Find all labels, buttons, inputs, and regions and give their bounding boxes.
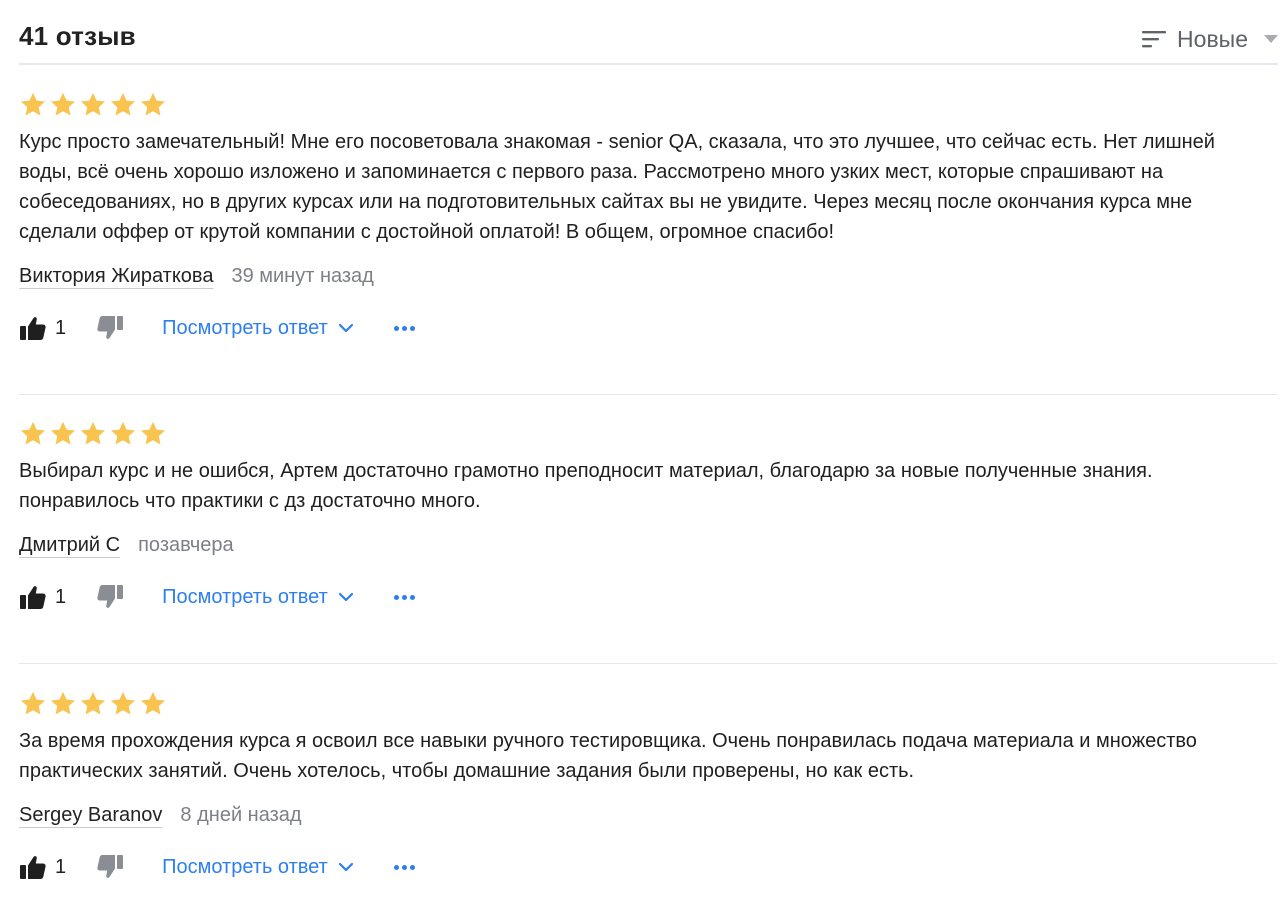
star-icon bbox=[49, 690, 77, 718]
like-count: 1 bbox=[55, 316, 67, 339]
view-reply-button[interactable] bbox=[162, 856, 354, 879]
author-name-link[interactable]: Sergey Baranov bbox=[19, 804, 163, 826]
more-dots-icon bbox=[402, 326, 407, 331]
chevron-down-icon bbox=[338, 592, 354, 602]
star-icon bbox=[19, 91, 47, 119]
more-dots-icon bbox=[410, 326, 415, 331]
sort-label: Новые bbox=[1177, 25, 1248, 52]
star-icon bbox=[139, 91, 167, 119]
more-dots-icon bbox=[394, 865, 399, 870]
more-dots-icon bbox=[402, 865, 407, 870]
star-icon bbox=[79, 420, 107, 448]
chevron-down-icon bbox=[338, 323, 354, 333]
star-icon bbox=[49, 420, 77, 448]
chevron-down-icon bbox=[338, 862, 354, 872]
more-dots-icon bbox=[402, 595, 407, 600]
star-rating bbox=[19, 690, 167, 718]
reviews-header bbox=[19, 18, 1278, 65]
star-rating bbox=[19, 91, 167, 119]
more-dots-icon bbox=[410, 865, 415, 870]
dislike-button[interactable] bbox=[96, 314, 124, 342]
review-time: 8 дней назад bbox=[180, 804, 302, 826]
view-reply-button[interactable] bbox=[162, 586, 354, 609]
review-time: 39 минут назад bbox=[231, 265, 374, 287]
review-item bbox=[19, 690, 1277, 890]
like-button[interactable] bbox=[19, 314, 66, 342]
thumbs-up-icon bbox=[19, 583, 47, 611]
star-icon bbox=[109, 420, 137, 448]
more-options-button[interactable] bbox=[394, 318, 415, 338]
view-reply-label: Посмотреть ответ bbox=[162, 855, 328, 878]
review-meta bbox=[19, 265, 374, 288]
view-reply-label: Посмотреть ответ bbox=[162, 316, 328, 339]
star-icon bbox=[49, 91, 77, 119]
review-item bbox=[19, 420, 1277, 620]
star-icon bbox=[109, 690, 137, 718]
star-icon bbox=[79, 91, 107, 119]
review-text: Выбирал курс и не ошибся, Артем достаточно грамотно преподносит материал, благодарю за новые полученные знания. понравилось что практики с дз достаточно много. bbox=[19, 460, 1159, 512]
review-meta bbox=[19, 534, 234, 557]
thumbs-down-icon bbox=[96, 314, 124, 342]
author-name-link[interactable]: Дмитрий С bbox=[19, 534, 121, 556]
sort-dropdown[interactable] bbox=[1141, 22, 1278, 56]
star-icon bbox=[139, 420, 167, 448]
view-reply-label: Посмотреть ответ bbox=[162, 585, 328, 608]
review-text: За время прохождения курса я освоил все навыки ручного тестировщика. Очень понравилась подача материала и множество практических занятий. Очень хотелось, чтобы домашние задания были проверены, но как есть. bbox=[19, 730, 1203, 782]
like-count: 1 bbox=[55, 855, 67, 878]
more-options-button[interactable] bbox=[394, 587, 415, 607]
like-button[interactable] bbox=[19, 853, 66, 881]
review-divider bbox=[19, 394, 1277, 395]
thumbs-down-icon bbox=[96, 583, 124, 611]
more-dots-icon bbox=[394, 595, 399, 600]
like-count: 1 bbox=[55, 585, 67, 608]
star-icon bbox=[139, 690, 167, 718]
star-icon bbox=[19, 420, 47, 448]
review-item bbox=[19, 91, 1277, 351]
review-time: позавчера bbox=[138, 534, 234, 556]
caret-down-icon bbox=[1264, 35, 1278, 43]
review-actions bbox=[19, 312, 415, 344]
more-options-button[interactable] bbox=[394, 857, 415, 877]
reviews-count-title: 41 отзыв bbox=[19, 21, 136, 51]
dislike-button[interactable] bbox=[96, 583, 124, 611]
review-actions bbox=[19, 581, 415, 613]
review-divider bbox=[19, 663, 1277, 664]
thumbs-up-icon bbox=[19, 853, 47, 881]
star-rating bbox=[19, 420, 167, 448]
like-button[interactable] bbox=[19, 583, 66, 611]
review-actions bbox=[19, 851, 415, 883]
star-icon bbox=[79, 690, 107, 718]
star-icon bbox=[19, 690, 47, 718]
view-reply-button[interactable] bbox=[162, 317, 354, 340]
more-dots-icon bbox=[410, 595, 415, 600]
thumbs-up-icon bbox=[19, 314, 47, 342]
sort-lines-icon bbox=[1141, 29, 1167, 49]
review-text: Курс просто замечательный! Мне его посоветовала знакомая - senior QA, сказала, что это лучшее, что сейчас есть. Нет лишней воды, всё очень хорошо изложено и запоминается с первого раза. Рассмотрено много узких мест, которые спрашивают на собеседованиях, но в других курсах или на подготовительных сайтах вы не увидите. Через месяц после окончания курса мне сделали оффер от крутой компании с достойной оплатой! В общем, огромное спасибо! bbox=[19, 131, 1221, 243]
more-dots-icon bbox=[394, 326, 399, 331]
review-meta bbox=[19, 804, 302, 827]
thumbs-down-icon bbox=[96, 853, 124, 881]
star-icon bbox=[109, 91, 137, 119]
author-name-link[interactable]: Виктория Жираткова bbox=[19, 265, 214, 287]
dislike-button[interactable] bbox=[96, 853, 124, 881]
